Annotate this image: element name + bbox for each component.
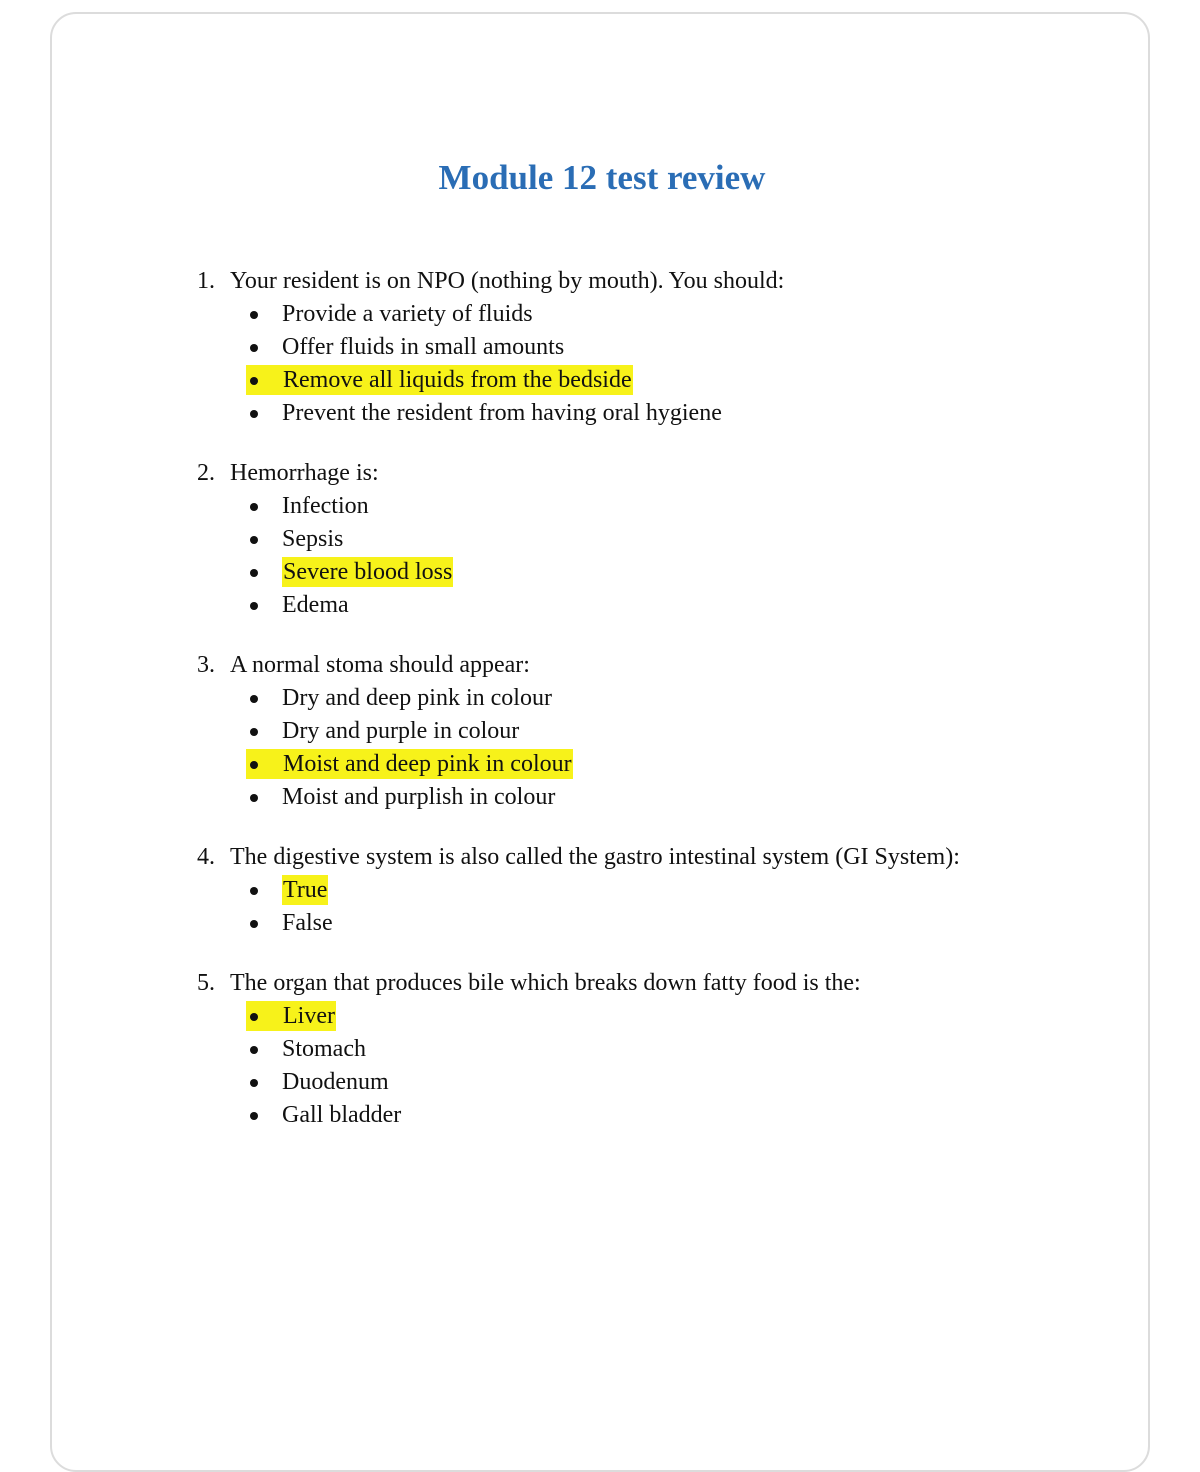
option-item [197,1066,1097,1099]
question-item [197,648,1097,814]
question-text: The digestive system is also called the gastro intestinal system (GI System): [230,844,960,870]
bullet-icon [250,728,258,736]
bullet-icon [250,794,258,802]
question-list [197,264,1097,1158]
bullet-icon [250,377,258,385]
option-item [197,781,1097,814]
option-item [197,589,1097,622]
option-text: True [283,877,328,903]
option-text: Dry and purple in colour [282,718,520,744]
option-text: Moist and purplish in colour [282,784,556,810]
option-text: Moist and deep pink in colour [283,751,572,777]
question-text: A normal stoma should appear: [230,652,530,678]
question-item [197,264,1097,430]
option-item [197,490,1097,523]
document-page [50,12,1150,1472]
option-text: Offer fluids in small amounts [282,334,565,360]
bullet-icon [250,920,258,928]
page-title: Module 12 test review [438,158,766,197]
option-item-highlighted [197,364,1097,397]
bullet-icon [250,602,258,610]
bullet-icon [250,1046,258,1054]
bullet-icon [250,311,258,319]
option-item [197,397,1097,430]
question-number: 4. [197,844,215,870]
question-item [197,456,1097,622]
question-number: 2. [197,460,215,486]
bullet-icon [250,569,258,577]
question-line [197,264,1097,298]
question-item [197,840,1097,940]
option-text: Stomach [282,1036,366,1062]
option-text: Provide a variety of fluids [282,301,533,327]
option-text: Liver [283,1003,335,1029]
option-list [197,682,1097,814]
option-text: Severe blood loss [283,559,453,585]
question-text: Hemorrhage is: [230,460,379,486]
question-item [197,966,1097,1132]
option-text: False [282,910,333,936]
question-line [197,456,1097,490]
option-item [197,523,1097,556]
bullet-icon [250,503,258,511]
option-item-highlighted [197,748,1097,781]
option-text: Sepsis [282,526,344,552]
bullet-icon [250,1112,258,1120]
option-item [197,331,1097,364]
bullet-icon [250,695,258,703]
bullet-icon [250,536,258,544]
question-line [197,648,1097,682]
option-list [197,1000,1097,1132]
question-number: 3. [197,652,215,678]
option-text: Infection [282,493,369,519]
option-text: Duodenum [282,1069,389,1095]
option-item-highlighted [197,874,1097,907]
bullet-icon [250,1079,258,1087]
option-item [197,715,1097,748]
option-item [197,298,1097,331]
option-list [197,490,1097,622]
option-item [197,1099,1097,1132]
bullet-icon [250,1013,258,1021]
option-text: Dry and deep pink in colour [282,685,552,711]
bullet-icon [250,761,258,769]
option-text: Prevent the resident from having oral hygiene [282,400,722,426]
bullet-icon [250,344,258,352]
question-text: The organ that produces bile which breaks down fatty food is the: [230,970,861,996]
option-item-highlighted [197,1000,1097,1033]
question-line [197,840,1097,874]
question-line [197,966,1097,1000]
option-item [197,682,1097,715]
bullet-icon [250,887,258,895]
option-text: Edema [282,592,349,618]
option-text: Gall bladder [282,1102,402,1128]
question-text: Your resident is on NPO (nothing by mouth). You should: [230,268,785,294]
question-number: 5. [197,970,215,996]
option-item [197,1033,1097,1066]
bullet-icon [250,410,258,418]
question-number: 1. [197,268,215,294]
option-list [197,298,1097,430]
option-item [197,907,1097,940]
option-list [197,874,1097,940]
option-item-highlighted [197,556,1097,589]
option-text: Remove all liquids from the bedside [283,367,632,393]
